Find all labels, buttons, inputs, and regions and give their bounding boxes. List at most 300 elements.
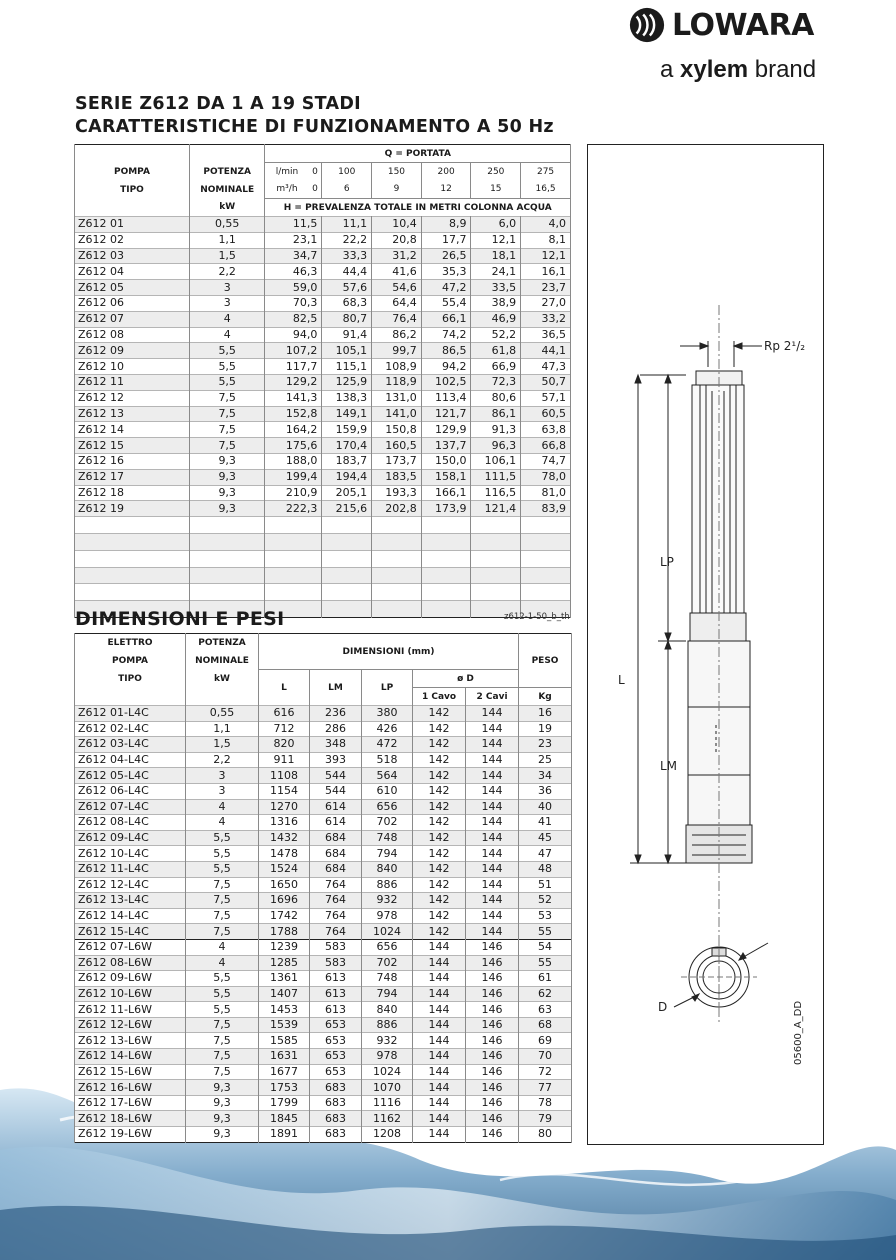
- diameter-1-cable-cell: 144: [413, 1111, 466, 1127]
- performance-row: [75, 359, 571, 375]
- head-value-cell: 152,8: [265, 406, 322, 422]
- drawing-code: 05600_A_DD: [793, 1000, 804, 1065]
- length-lm-cell: 614: [310, 799, 362, 815]
- weight-cell: 62: [519, 986, 572, 1002]
- head-value-cell: 150,8: [372, 422, 422, 438]
- length-lp-cell: 610: [362, 783, 413, 799]
- model-cell: Z612 11-L4C: [75, 861, 186, 877]
- pump-type-cell: Z612 15: [75, 438, 190, 454]
- header-dims-title: DIMENSIONI (mm): [259, 634, 519, 670]
- dimension-row: [75, 783, 572, 799]
- power-cell: 3: [189, 280, 265, 296]
- empty-cell: [471, 533, 521, 550]
- diameter-2-cables-cell: 144: [466, 877, 519, 893]
- head-value-cell: 99,7: [372, 343, 422, 359]
- power-cell: 9,3: [189, 501, 265, 517]
- head-value-cell: 63,8: [521, 422, 571, 438]
- length-lm-cell: 544: [310, 783, 362, 799]
- model-cell: Z612 07-L4C: [75, 799, 186, 815]
- length-lp-cell: 656: [362, 799, 413, 815]
- length-lm-cell: 614: [310, 815, 362, 831]
- head-value-cell: 210,9: [265, 485, 322, 501]
- model-cell: Z612 12-L4C: [75, 877, 186, 893]
- weight-cell: 77: [519, 1080, 572, 1096]
- empty-cell: [75, 517, 190, 534]
- head-value-cell: 106,1: [471, 453, 521, 469]
- diameter-1-cable-cell: 144: [413, 1049, 466, 1065]
- diameter-1-cable-cell: 142: [413, 721, 466, 737]
- empty-cell: [189, 533, 265, 550]
- head-value-cell: 138,3: [322, 390, 372, 406]
- power-cell: 1,1: [186, 721, 259, 737]
- empty-cell: [322, 517, 372, 534]
- weight-cell: 54: [519, 939, 572, 955]
- length-l-cell: 1154: [259, 783, 310, 799]
- performance-row: [75, 501, 571, 517]
- model-cell: Z612 08-L6W: [75, 955, 186, 971]
- empty-cell: [372, 567, 422, 584]
- dimension-row: [75, 924, 572, 940]
- page-title-series: SERIE Z612 DA 1 A 19 STADI: [75, 94, 361, 114]
- length-l-cell: 1845: [259, 1111, 310, 1127]
- weight-cell: 61: [519, 971, 572, 987]
- dimension-row: [75, 799, 572, 815]
- head-value-cell: 31,2: [372, 248, 422, 264]
- empty-cell: [521, 533, 571, 550]
- length-l-cell: 1316: [259, 815, 310, 831]
- head-value-cell: 137,7: [421, 438, 471, 454]
- diameter-2-cables-cell: 144: [466, 908, 519, 924]
- dimension-row: [75, 1064, 572, 1080]
- empty-cell: [471, 567, 521, 584]
- performance-row: [75, 485, 571, 501]
- empty-cell: [75, 567, 190, 584]
- diameter-2-cables-cell: 146: [466, 1095, 519, 1111]
- length-lp-cell: 840: [362, 1002, 413, 1018]
- empty-cell: [189, 584, 265, 601]
- dimension-row: [75, 846, 572, 862]
- header-empty: [75, 145, 190, 163]
- performance-row: [75, 422, 571, 438]
- head-value-cell: 121,7: [421, 406, 471, 422]
- empty-cell: [372, 601, 422, 618]
- diameter-2-cables-cell: 146: [466, 1127, 519, 1143]
- length-l-cell: 1631: [259, 1049, 310, 1065]
- empty-cell: [265, 567, 322, 584]
- diameter-1-cable-cell: 142: [413, 861, 466, 877]
- performance-row: [75, 280, 571, 296]
- diameter-2-cables-cell: 144: [466, 768, 519, 784]
- dimension-row: [75, 877, 572, 893]
- length-lm-cell: 286: [310, 721, 362, 737]
- power-cell: 3: [186, 783, 259, 799]
- diameter-1-cable-cell: 142: [413, 768, 466, 784]
- head-value-cell: 74,7: [521, 453, 571, 469]
- head-value-cell: 33,3: [322, 248, 372, 264]
- diameter-2-cables-cell: 144: [466, 799, 519, 815]
- head-value-cell: 129,2: [265, 374, 322, 390]
- weight-cell: 36: [519, 783, 572, 799]
- diameter-1-cable-cell: 142: [413, 706, 466, 722]
- dimension-row: [75, 752, 572, 768]
- power-cell: 1,5: [189, 248, 265, 264]
- pump-drawing-panel: [587, 144, 824, 1145]
- diameter-2-cables-cell: 146: [466, 1080, 519, 1096]
- dimension-row: [75, 986, 572, 1002]
- weight-cell: 68: [519, 1017, 572, 1033]
- length-l-cell: 1585: [259, 1033, 310, 1049]
- head-value-cell: 17,7: [421, 232, 471, 248]
- power-cell: 0,55: [189, 217, 265, 233]
- header-cable1: 1 Cavo: [413, 688, 466, 706]
- dimension-row: [75, 721, 572, 737]
- pump-type-cell: Z612 01: [75, 217, 190, 233]
- length-lm-cell: 653: [310, 1049, 362, 1065]
- power-cell: 9,3: [186, 1080, 259, 1096]
- head-value-cell: 116,5: [471, 485, 521, 501]
- header-m3h-value: 15: [471, 181, 521, 199]
- diameter-2-cables-cell: 146: [466, 1111, 519, 1127]
- length-lm-cell: 613: [310, 971, 362, 987]
- length-lm-cell: 613: [310, 1002, 362, 1018]
- header-kw: kW: [189, 199, 265, 217]
- power-cell: 5,5: [189, 374, 265, 390]
- head-value-cell: 160,5: [372, 438, 422, 454]
- empty-cell: [521, 517, 571, 534]
- weight-cell: 69: [519, 1033, 572, 1049]
- model-cell: Z612 12-L6W: [75, 1017, 186, 1033]
- diameter-1-cable-cell: 142: [413, 830, 466, 846]
- length-l-cell: 1742: [259, 908, 310, 924]
- dimension-row: [75, 737, 572, 753]
- length-lp-cell: 656: [362, 939, 413, 955]
- empty-cell: [521, 550, 571, 567]
- dimension-row: [75, 1017, 572, 1033]
- head-value-cell: 72,3: [471, 374, 521, 390]
- length-lm-cell: 583: [310, 955, 362, 971]
- diameter-1-cable-cell: 142: [413, 877, 466, 893]
- head-value-cell: 94,2: [421, 359, 471, 375]
- empty-cell: [521, 584, 571, 601]
- weight-cell: 51: [519, 877, 572, 893]
- length-l-cell: 1799: [259, 1095, 310, 1111]
- head-value-cell: 150,0: [421, 453, 471, 469]
- head-value-cell: 74,2: [421, 327, 471, 343]
- pump-type-cell: Z612 05: [75, 280, 190, 296]
- head-value-cell: 121,4: [471, 501, 521, 517]
- pump-type-cell: Z612 04: [75, 264, 190, 280]
- header-m3h-value: 16,5: [521, 181, 571, 199]
- thread-label: Rp 2¹/₂: [764, 339, 806, 353]
- power-cell: 5,5: [186, 971, 259, 987]
- empty-cell: [471, 550, 521, 567]
- power-cell: 4: [189, 311, 265, 327]
- pump-type-cell: Z612 07: [75, 311, 190, 327]
- d-label: D: [658, 1000, 668, 1014]
- length-l-cell: 1539: [259, 1017, 310, 1033]
- weight-cell: 19: [519, 721, 572, 737]
- power-cell: 7,5: [186, 877, 259, 893]
- head-value-cell: 183,7: [322, 453, 372, 469]
- length-lm-cell: 236: [310, 706, 362, 722]
- model-cell: Z612 03-L4C: [75, 737, 186, 753]
- diameter-1-cable-cell: 144: [413, 955, 466, 971]
- dimension-row: [75, 939, 572, 955]
- performance-row: [75, 248, 571, 264]
- power-cell: 7,5: [186, 1049, 259, 1065]
- model-cell: Z612 17-L6W: [75, 1095, 186, 1111]
- head-value-cell: 215,6: [322, 501, 372, 517]
- pump-type-cell: Z612 10: [75, 359, 190, 375]
- head-value-cell: 141,3: [265, 390, 322, 406]
- power-cell: 7,5: [186, 908, 259, 924]
- length-l-cell: 1650: [259, 877, 310, 893]
- diameter-2-cables-cell: 146: [466, 986, 519, 1002]
- head-value-cell: 46,9: [471, 311, 521, 327]
- model-cell: Z612 09-L4C: [75, 830, 186, 846]
- power-cell: 7,5: [189, 390, 265, 406]
- empty-cell: [421, 550, 471, 567]
- pump-type-cell: Z612 02: [75, 232, 190, 248]
- dimension-row: [75, 815, 572, 831]
- diameter-1-cable-cell: 142: [413, 783, 466, 799]
- dimension-row: [75, 1049, 572, 1065]
- head-value-cell: 113,4: [421, 390, 471, 406]
- head-value-cell: 26,5: [421, 248, 471, 264]
- power-cell: 2,2: [189, 264, 265, 280]
- empty-cell: [322, 533, 372, 550]
- model-cell: Z612 14-L6W: [75, 1049, 186, 1065]
- power-cell: 4: [186, 799, 259, 815]
- head-value-cell: 57,6: [322, 280, 372, 296]
- length-lp-cell: 1162: [362, 1111, 413, 1127]
- length-lp-cell: 518: [362, 752, 413, 768]
- weight-cell: 55: [519, 955, 572, 971]
- empty-cell: [75, 533, 190, 550]
- head-value-cell: 11,5: [265, 217, 322, 233]
- length-lm-cell: 393: [310, 752, 362, 768]
- head-value-cell: 131,0: [372, 390, 422, 406]
- head-value-cell: 115,1: [322, 359, 372, 375]
- performance-row: [75, 327, 571, 343]
- weight-cell: 72: [519, 1064, 572, 1080]
- diameter-2-cables-cell: 144: [466, 893, 519, 909]
- weight-cell: 23: [519, 737, 572, 753]
- length-lp-cell: 380: [362, 706, 413, 722]
- head-value-cell: 6,0: [471, 217, 521, 233]
- header-type: TIPO: [75, 181, 190, 199]
- diameter-2-cables-cell: 146: [466, 1002, 519, 1018]
- performance-row: [75, 217, 571, 233]
- power-cell: 5,5: [186, 986, 259, 1002]
- length-lp-cell: 426: [362, 721, 413, 737]
- length-lm-cell: 653: [310, 1033, 362, 1049]
- weight-cell: 53: [519, 908, 572, 924]
- header-m3h-value: 6: [322, 181, 372, 199]
- pump-type-cell: Z612 17: [75, 469, 190, 485]
- head-value-cell: 70,3: [265, 295, 322, 311]
- empty-cell: [471, 584, 521, 601]
- head-value-cell: 170,4: [322, 438, 372, 454]
- power-cell: 7,5: [186, 1033, 259, 1049]
- empty-cell: [189, 550, 265, 567]
- empty-cell: [265, 584, 322, 601]
- power-cell: 4: [186, 955, 259, 971]
- page-title-characteristics: CARATTERISTICHE DI FUNZIONAMENTO A 50 Hz: [75, 117, 554, 137]
- head-value-cell: 44,4: [322, 264, 372, 280]
- power-cell: 9,3: [189, 485, 265, 501]
- weight-cell: 47: [519, 846, 572, 862]
- pump-type-cell: Z612 09: [75, 343, 190, 359]
- power-cell: 4: [186, 939, 259, 955]
- diameter-1-cable-cell: 144: [413, 1127, 466, 1143]
- model-cell: Z612 07-L6W: [75, 939, 186, 955]
- head-value-cell: 188,0: [265, 453, 322, 469]
- empty-cell: [421, 567, 471, 584]
- length-lm-cell: 683: [310, 1095, 362, 1111]
- diameter-1-cable-cell: 144: [413, 1080, 466, 1096]
- diameter-2-cables-cell: 144: [466, 783, 519, 799]
- head-value-cell: 66,1: [421, 311, 471, 327]
- head-value-cell: 117,7: [265, 359, 322, 375]
- length-l-cell: 1891: [259, 1127, 310, 1143]
- section-title-dimensions: DIMENSIONI E PESI: [75, 608, 285, 630]
- model-cell: Z612 06-L4C: [75, 783, 186, 799]
- diameter-2-cables-cell: 146: [466, 1017, 519, 1033]
- length-l-cell: 1239: [259, 939, 310, 955]
- pump-type-cell: Z612 12: [75, 390, 190, 406]
- head-value-cell: 36,5: [521, 327, 571, 343]
- length-lp-cell: 794: [362, 986, 413, 1002]
- empty-cell: [322, 601, 372, 618]
- diameter-2-cables-cell: 146: [466, 1049, 519, 1065]
- power-cell: 7,5: [189, 406, 265, 422]
- pump-type-cell: Z612 11: [75, 374, 190, 390]
- head-value-cell: 76,4: [372, 311, 422, 327]
- performance-row: [75, 469, 571, 485]
- head-value-cell: 111,5: [471, 469, 521, 485]
- diameter-2-cables-cell: 144: [466, 830, 519, 846]
- dimension-row: [75, 1095, 572, 1111]
- empty-cell: [421, 601, 471, 618]
- dimension-row: [75, 955, 572, 971]
- header-weight: PESO: [519, 634, 572, 688]
- power-cell: 2,2: [186, 752, 259, 768]
- length-lp-cell: 702: [362, 815, 413, 831]
- pump-type-cell: Z612 03: [75, 248, 190, 264]
- header-lmin-value: 200: [421, 163, 471, 181]
- model-cell: Z612 13-L4C: [75, 893, 186, 909]
- tagline-suffix: brand: [748, 56, 817, 83]
- header-electro: ELETTRO: [75, 634, 186, 652]
- head-value-cell: 23,1: [265, 232, 322, 248]
- head-value-cell: 105,1: [322, 343, 372, 359]
- length-lm-cell: 764: [310, 908, 362, 924]
- length-lm-cell: 544: [310, 768, 362, 784]
- empty-row: [75, 533, 571, 550]
- head-value-cell: 96,3: [471, 438, 521, 454]
- header-flow-title: Q = PORTATA: [265, 145, 571, 163]
- length-lp-cell: 702: [362, 955, 413, 971]
- performance-table: [74, 144, 571, 618]
- dimension-row: [75, 830, 572, 846]
- head-value-cell: 23,7: [521, 280, 571, 296]
- head-value-cell: 41,6: [372, 264, 422, 280]
- performance-row: [75, 390, 571, 406]
- tagline-prefix: a: [660, 56, 681, 83]
- diameter-2-cables-cell: 146: [466, 955, 519, 971]
- pump-type-cell: Z612 16: [75, 453, 190, 469]
- power-cell: 5,5: [186, 846, 259, 862]
- weight-cell: 78: [519, 1095, 572, 1111]
- power-cell: 0,55: [186, 706, 259, 722]
- length-lp-cell: 886: [362, 1017, 413, 1033]
- head-value-cell: 20,8: [372, 232, 422, 248]
- power-cell: 5,5: [189, 343, 265, 359]
- length-lm-cell: 683: [310, 1080, 362, 1096]
- head-value-cell: 47,3: [521, 359, 571, 375]
- model-cell: Z612 01-L4C: [75, 706, 186, 722]
- performance-row: [75, 343, 571, 359]
- head-value-cell: 86,2: [372, 327, 422, 343]
- head-value-cell: 59,0: [265, 280, 322, 296]
- head-value-cell: 78,0: [521, 469, 571, 485]
- header-power: POTENZA: [189, 163, 265, 181]
- length-lm-cell: 348: [310, 737, 362, 753]
- diameter-1-cable-cell: 144: [413, 939, 466, 955]
- empty-cell: [322, 567, 372, 584]
- length-l-cell: 1453: [259, 1002, 310, 1018]
- header-lmin-value: 250: [471, 163, 521, 181]
- diameter-2-cables-cell: 146: [466, 971, 519, 987]
- header-kw: kW: [186, 670, 259, 688]
- head-value-cell: 81,0: [521, 485, 571, 501]
- length-lp-cell: 1024: [362, 924, 413, 940]
- header-m3h-value: 0: [308, 181, 321, 199]
- length-lp-cell: 794: [362, 846, 413, 862]
- empty-row: [75, 567, 571, 584]
- head-value-cell: 173,7: [372, 453, 422, 469]
- dimension-row: [75, 971, 572, 987]
- length-lp-cell: 932: [362, 893, 413, 909]
- length-l-cell: 820: [259, 737, 310, 753]
- diameter-1-cable-cell: 142: [413, 737, 466, 753]
- head-value-cell: 183,5: [372, 469, 422, 485]
- length-lm-cell: 684: [310, 846, 362, 862]
- performance-row: [75, 374, 571, 390]
- head-value-cell: 12,1: [521, 248, 571, 264]
- empty-cell: [421, 517, 471, 534]
- head-value-cell: 8,9: [421, 217, 471, 233]
- length-lm-cell: 683: [310, 1111, 362, 1127]
- pump-type-cell: Z612 13: [75, 406, 190, 422]
- empty-cell: [265, 533, 322, 550]
- model-cell: Z612 02-L4C: [75, 721, 186, 737]
- weight-cell: 52: [519, 893, 572, 909]
- length-l-cell: 1677: [259, 1064, 310, 1080]
- empty-cell: [372, 584, 422, 601]
- length-l-cell: 1524: [259, 861, 310, 877]
- head-value-cell: 125,9: [322, 374, 372, 390]
- model-cell: Z612 18-L6W: [75, 1111, 186, 1127]
- length-l-cell: 1407: [259, 986, 310, 1002]
- diameter-1-cable-cell: 144: [413, 1002, 466, 1018]
- empty-cell: [265, 550, 322, 567]
- head-value-cell: 91,4: [322, 327, 372, 343]
- weight-cell: 40: [519, 799, 572, 815]
- length-lm-cell: 684: [310, 861, 362, 877]
- dimension-row: [75, 861, 572, 877]
